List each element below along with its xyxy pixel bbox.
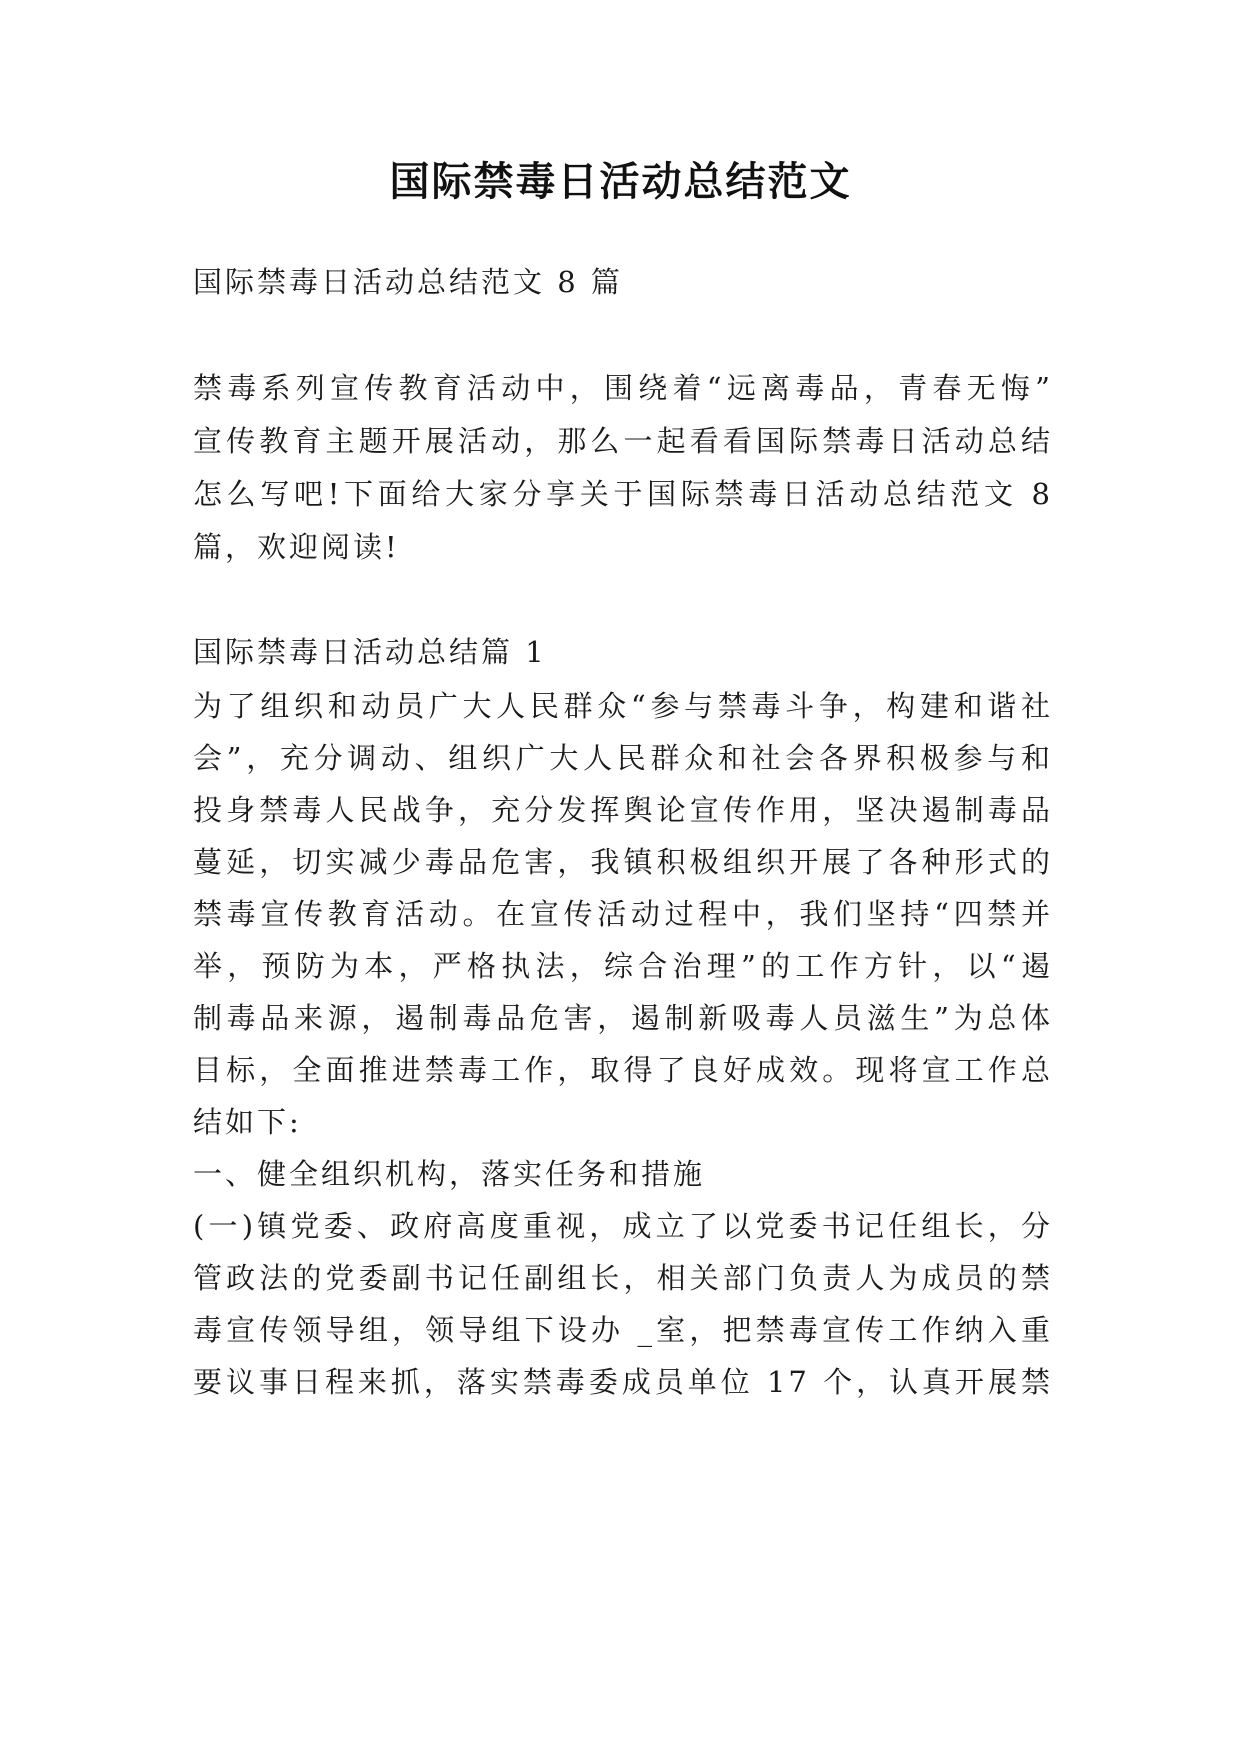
body-line: 蔓延，切实减少毒品危害，我镇积极组织开展了各种形式的 bbox=[193, 845, 1053, 879]
section-heading: 国际禁毒日活动总结篇 1 bbox=[193, 635, 547, 669]
body-line: 投身禁毒人民战争，充分发挥舆论宣传作用，坚决遏制毒品 bbox=[193, 793, 1053, 827]
intro-line: 禁毒系列宣传教育活动中，围绕着“远离毒品，青春无悔” bbox=[193, 371, 1053, 405]
body-line: (一)镇党委、政府高度重视，成立了以党委书记任组长，分 bbox=[193, 1209, 1053, 1243]
document-subtitle: 国际禁毒日活动总结范文 8 篇 bbox=[193, 265, 623, 299]
intro-line: 篇，欢迎阅读! bbox=[193, 530, 400, 564]
body-line: 管政法的党委副书记任副组长，相关部门负责人为成员的禁 bbox=[193, 1261, 1053, 1295]
body-line: 为了组织和动员广大人民群众“参与禁毒斗争，构建和谐社 bbox=[193, 689, 1053, 723]
body-line: 结如下: bbox=[193, 1105, 302, 1139]
body-line: 会”，充分调动、组织广大人民群众和社会各界积极参与和 bbox=[193, 741, 1053, 775]
body-line: 一、健全组织机构，落实任务和措施 bbox=[193, 1157, 706, 1191]
body-line: 禁毒宣传教育活动。在宣传活动过程中，我们坚持“四禁并 bbox=[193, 897, 1053, 931]
intro-line: 怎么写吧!下面给大家分享关于国际禁毒日活动总结范文 8 bbox=[193, 477, 1053, 511]
body-line: 目标，全面推进禁毒工作，取得了良好成效。现将宣工作总 bbox=[193, 1053, 1053, 1087]
body-line: 制毒品来源，遏制毒品危害，遏制新吸毒人员滋生”为总体 bbox=[193, 1001, 1053, 1035]
body-line: 举，预防为本，严格执法，综合治理”的工作方针，以“遏 bbox=[193, 949, 1053, 983]
document-title: 国际禁毒日活动总结范文 bbox=[389, 158, 852, 205]
intro-line: 宣传教育主题开展活动，那么一起看看国际禁毒日活动总结 bbox=[193, 424, 1053, 458]
body-line: 要议事日程来抓，落实禁毒委成员单位 17 个，认真开展禁 bbox=[193, 1365, 1053, 1399]
body-line: 毒宣传领导组，领导组下设办 _室，把禁毒宣传工作纳入重 bbox=[193, 1313, 1053, 1347]
